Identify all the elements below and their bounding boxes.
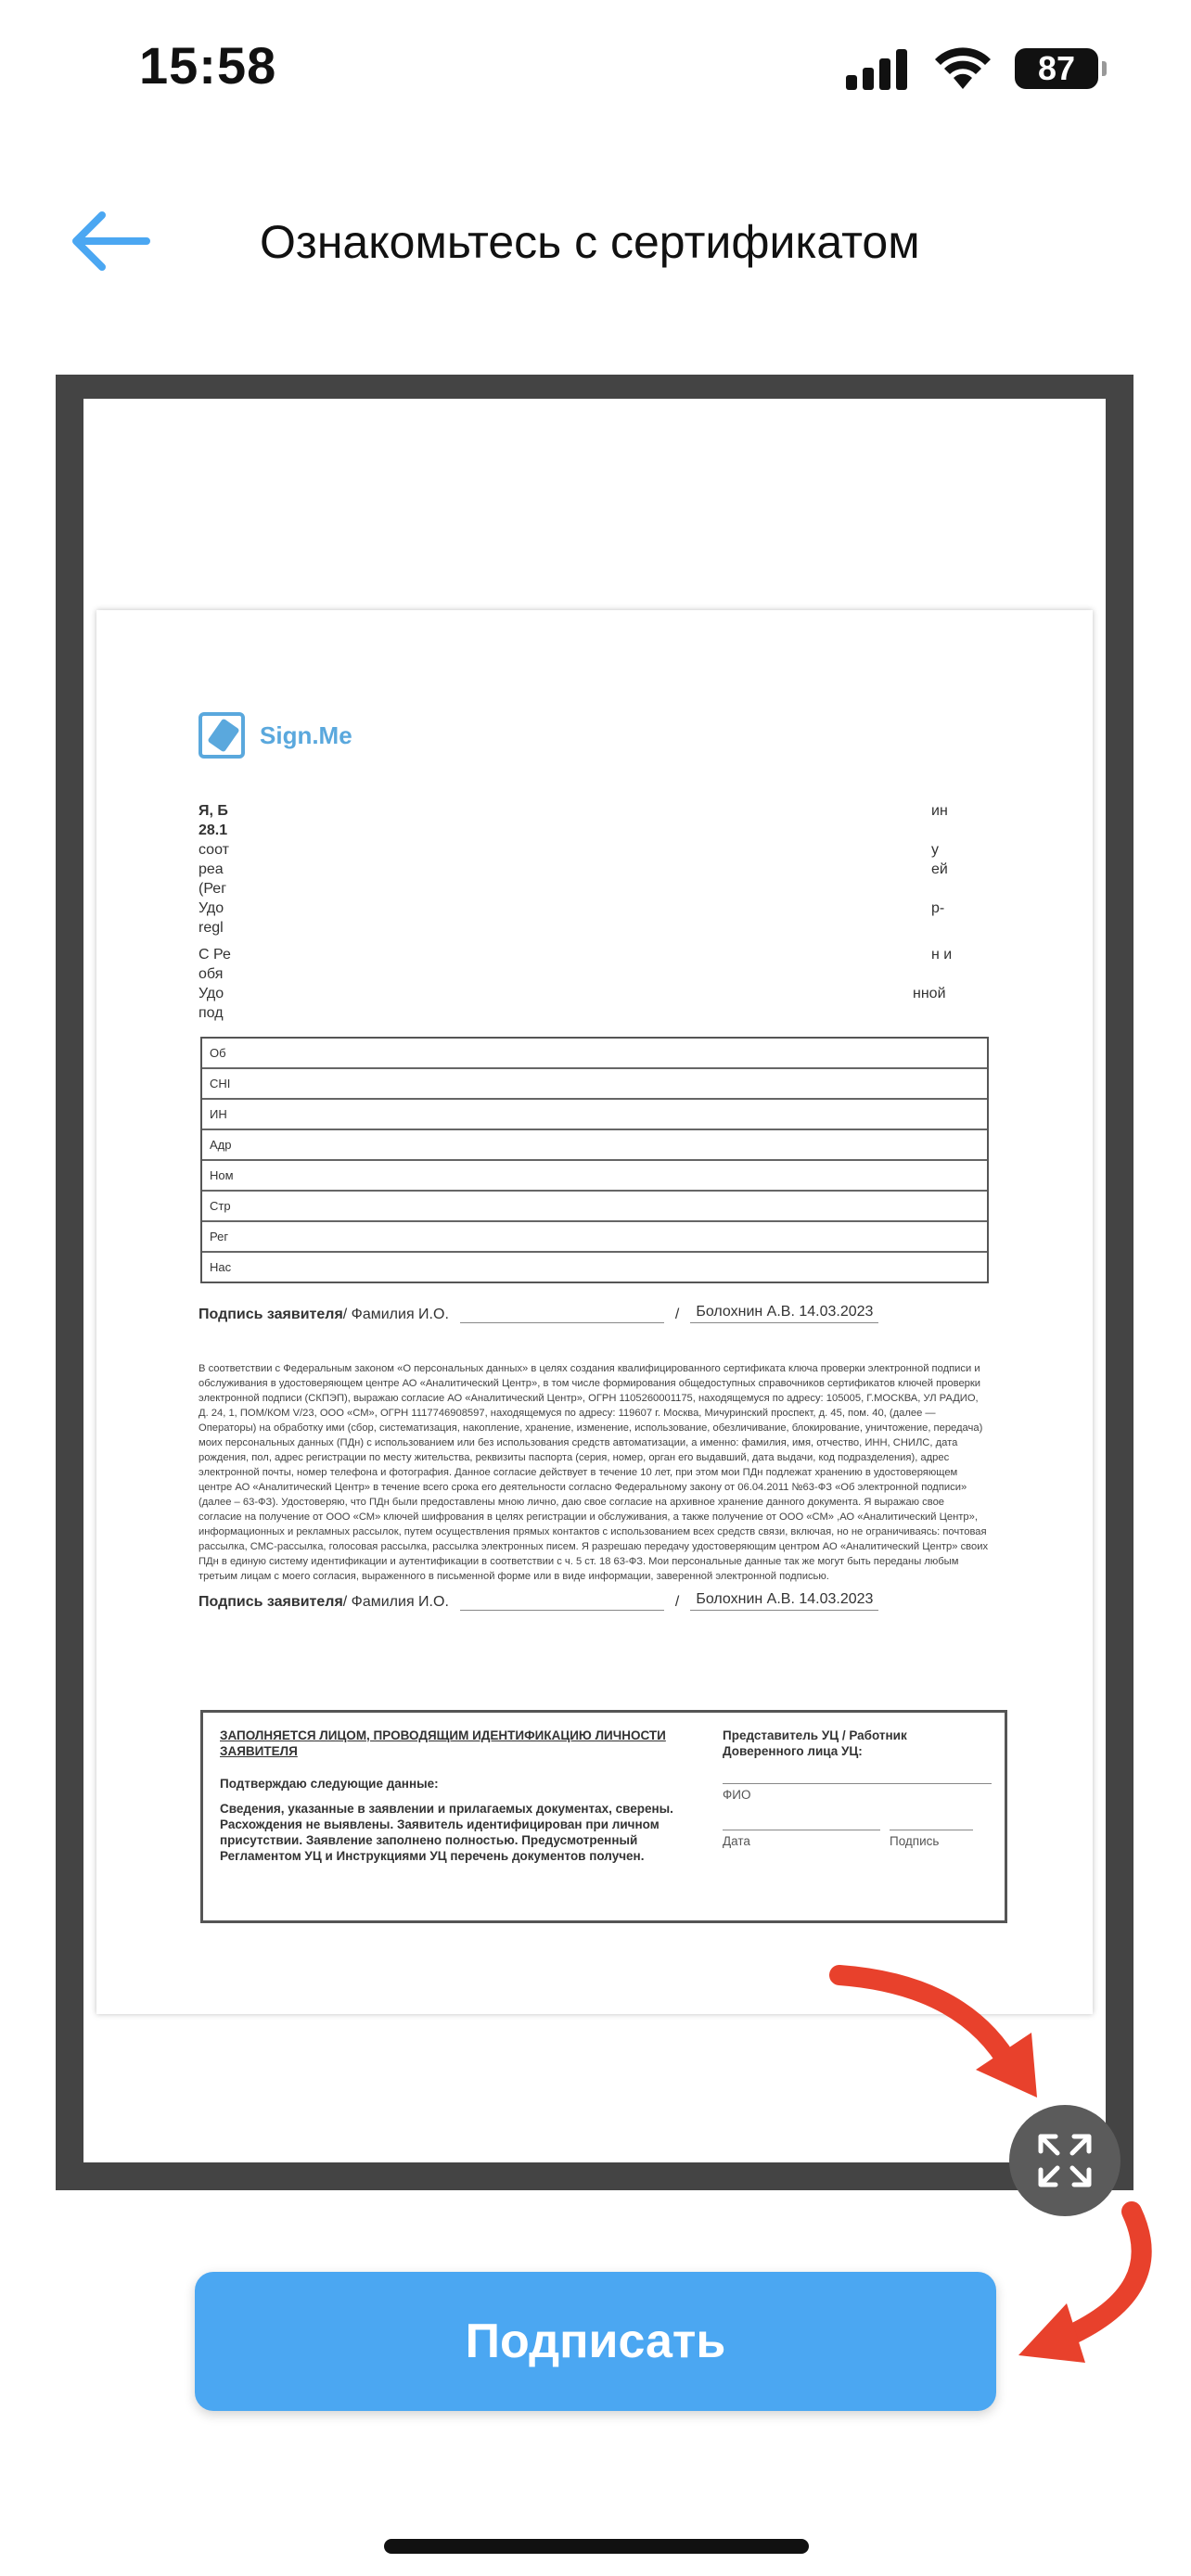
wifi-icon <box>933 46 992 91</box>
statement-fragment <box>931 937 1005 945</box>
redaction-mask <box>234 1069 939 1098</box>
table-row <box>202 1100 987 1130</box>
signer-name: Болохнин А.В. 14.03.2023 <box>690 1304 878 1323</box>
statement-fragment: р- <box>931 900 945 916</box>
statement-line: Я, Б <box>198 803 228 819</box>
applicant-data-table <box>200 1037 989 1283</box>
cellular-signal-icon <box>844 47 911 90</box>
redaction-mask <box>234 1253 939 1282</box>
table-row <box>202 1069 987 1100</box>
statement-line: Удо <box>198 986 224 1001</box>
statement-line: С Ре <box>198 947 231 963</box>
statement-fragment: н и <box>931 947 953 963</box>
signature-field <box>460 1591 664 1611</box>
status-icons <box>844 41 1098 96</box>
table-row <box>202 1192 987 1222</box>
table-row <box>202 1161 987 1192</box>
signature-label: Подпись заявителя <box>198 1594 343 1610</box>
signature-suffix: / Фамилия И.О. <box>342 1307 449 1322</box>
certificate-page <box>96 610 1093 2014</box>
table-cell: СНІ <box>210 1077 231 1090</box>
redaction-mask <box>234 1130 939 1159</box>
applicant-signature-line-1 <box>198 1304 878 1323</box>
representative-heading: Представитель УЦ / Работник Доверенного лица УЦ: <box>723 1728 907 1758</box>
statement-fragment: нной <box>913 986 946 1001</box>
signature-slash: / <box>674 1594 680 1610</box>
statement-fragment: ей <box>931 861 948 877</box>
redaction-mask <box>234 1161 939 1190</box>
statement-fragment: у <box>931 842 939 858</box>
arrow-to-sign-icon <box>1018 2212 1142 2363</box>
statement-line: обя <box>198 966 224 982</box>
statement-right-fragments <box>913 801 1005 1003</box>
redaction-mask <box>234 1039 939 1067</box>
table-row <box>202 1222 987 1253</box>
identification-right <box>723 1728 992 1848</box>
signature-suffix: / Фамилия И.О. <box>342 1594 449 1610</box>
statement-line: реа <box>198 861 224 877</box>
statement-line: соот <box>198 842 229 858</box>
statement-line: (Рег <box>198 881 227 897</box>
applicant-statement <box>198 801 974 1023</box>
expand-icon <box>1035 2131 1095 2190</box>
identification-box <box>200 1710 1007 1923</box>
identification-confirm: Подтверждаю следующие данные: <box>220 1777 439 1791</box>
page-title: Ознакомьтесь с сертификатом <box>260 216 920 268</box>
statement-line <box>198 937 974 945</box>
identification-items: Сведения, указанные в заявлении и прилагаемых документах, сверены. Расхождения не выявлены. Заявитель идентифицирован при личном присутствии. Заявление заполнено полностью. Предусмотренный Регламентом УЦ и Инструкциями УЦ перечень документов получен. <box>220 1802 673 1863</box>
table-cell: Рег <box>210 1230 229 1243</box>
table-cell: Об <box>210 1046 226 1060</box>
table-cell: Нас <box>210 1260 232 1274</box>
battery-indicator <box>1015 48 1098 89</box>
statement-line: 28.1 <box>198 823 228 838</box>
redaction-mask <box>234 1192 939 1220</box>
signature-label: Подпись заявителя <box>198 1307 343 1322</box>
statement-fragment <box>931 918 1005 937</box>
document-viewer-canvas[interactable] <box>83 399 1106 2162</box>
table-cell: ИН <box>210 1107 227 1121</box>
date-field: Дата <box>723 1830 880 1848</box>
applicant-signature-line-2 <box>198 1591 878 1611</box>
identification-left <box>220 1728 702 1873</box>
date-signature-row <box>723 1830 992 1848</box>
table-row <box>202 1130 987 1161</box>
statement-fragment <box>931 879 1005 899</box>
home-indicator[interactable] <box>384 2539 809 2554</box>
table-cell: Ном <box>210 1168 234 1182</box>
logo-text: Sign.Me <box>260 721 352 749</box>
statement-fragment <box>931 821 1005 840</box>
signature-field <box>460 1304 664 1323</box>
identification-heading: ЗАПОЛНЯЕТСЯ ЛИЦОМ, ПРОВОДЯЩИМ ИДЕНТИФИКАЦИЮ ЛИЧНОСТИ ЗАЯВИТЕЛЯ <box>220 1728 666 1758</box>
statement-fragment <box>931 964 1005 984</box>
table-cell: Стр <box>210 1199 231 1213</box>
document-viewer[interactable] <box>56 375 1133 2190</box>
back-button[interactable] <box>65 204 158 278</box>
fio-field: ФИО <box>723 1783 992 1802</box>
signature-slash: / <box>674 1307 680 1322</box>
arrow-left-icon <box>65 204 158 278</box>
sign-me-logo <box>198 712 352 759</box>
expand-fullscreen-button[interactable] <box>1009 2105 1121 2216</box>
status-time: 15:58 <box>139 36 277 95</box>
statement-line: под <box>198 1005 224 1021</box>
table-cell: Адр <box>210 1138 232 1152</box>
signature-field: Подпись <box>890 1830 973 1848</box>
sign-me-logo-icon <box>198 712 245 759</box>
battery-level: 87 <box>1037 49 1076 87</box>
redaction-mask <box>234 1222 939 1251</box>
table-row <box>202 1039 987 1069</box>
signer-name: Болохнин А.В. 14.03.2023 <box>690 1591 878 1611</box>
table-row <box>202 1253 987 1282</box>
sign-button[interactable]: Подписать <box>195 2272 996 2411</box>
statement-line: regl <box>198 920 224 936</box>
statement-line: Удо <box>198 900 224 916</box>
consent-text: В соответствии с Федеральным законом «О персональных данных» в целях создания квалифицированного сертификата ключа проверки электронной подписи и обслуживания в удостоверяющем центре АО «Аналитический Центр», в том числе формирования общедоступных справочников сертификатов ключей проверки электронной подписи (СКПЭП), выражаю согласие АО «Аналитический Центр», ОГРН 1105260001175, находящемуся по адресу: 105005, Г.МОСКВА, УЛ РАДИО, Д. 24, 1, ПОМ/КОМ V/23, ООО «СМ», ОГРН 1117746908597, находящемуся по адресу: 119607 г. Москва, Мичуринский проспект, д. 45, пом. 40, (далее — Операторы) на обработку ими (сбор, систематизация, накопление, хранение, изменение, использование, обезличивание, блокирование, уничтожение, передача) моих персональных данных (ПДн) с использованием или без использования средств автоматизации, а именно: фамилия, имя, отчество, ИНН, СНИЛС, дата рождения, пол, адрес регистрации по месту жительства, реквизиты паспорта (серия, номер, орган его выдавший, дата выдачи, код подразделения), адрес электронной почты, номер телефона и фотография. Данное согласие действует в течение 10 лет, при этом мои ПДн подлежат хранению в удостоверяющем центре АО «Аналитический Центр» в течение всего срока его деятельности согласно Федеральному закону от 06.04.2011 №63-ФЗ «Об электронной подписи» (далее – 63-ФЗ). Удостоверяю, что ПДн были предоставлены мною лично, даю свое согласие на архивное хранение данного документа. Я выражаю свое согласие на получение от ООО «СМ» ключей шифрования в целях регистрации и обслуживания, а также получение от ООО «СМ» ,АО «Аналитический Центр», информационных и рекламных рассылок, путем осуществления прямых контактов с использованием всех средств связи, включая, но не ограничиваясь: почтовая рассылка, СМС-рассылка, голосовая рассылка, рассылка электронных писем. Я разрешаю передачу удостоверяющим центром АО «Аналитический Центр» своих ПДн в единую систему идентификации и аутентификации в соответствии с ч. 5 ст. 18 63-ФЗ. Мои персональные данные так же могут быть переданы любым третьим лицам с моего согласия, выраженного в письменной форме или в виде информации, заверенной электронной подписью. <box>198 1363 989 1582</box>
redaction-mask <box>234 1100 939 1129</box>
statement-fragment: ин <box>931 803 948 819</box>
